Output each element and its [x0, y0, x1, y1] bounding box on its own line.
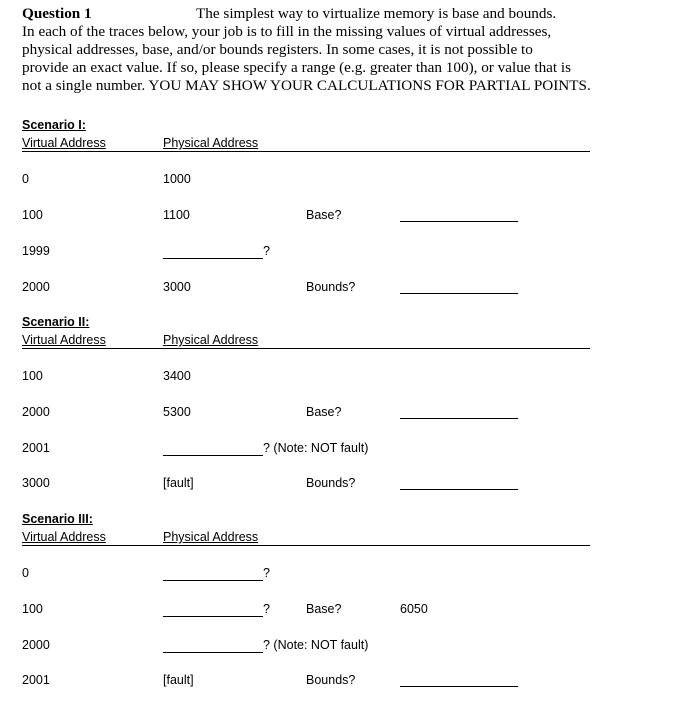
- scenario-3-physical-header: Physical Address: [163, 530, 259, 544]
- scenario-2-row-3-physical-blank[interactable]: [163, 455, 263, 456]
- scenario-1-row-3-physical-suffix: ?: [263, 244, 270, 258]
- question-subtitle: The simplest way to virtualize memory is base and bounds.: [196, 5, 557, 22]
- scenario-2-virtual-header: Virtual Address: [22, 333, 106, 347]
- scenario-2-row-2-physical: 5300: [163, 405, 191, 419]
- question-text-line-5: not a single number. YOU MAY SHOW YOUR CALCULATIONS FOR PARTIAL POINTS.: [22, 77, 591, 94]
- scenario-1-row-4-virtual: 2000: [22, 280, 50, 294]
- scenario-2-bounds-label: Bounds?: [306, 476, 356, 490]
- scenario-3-header-rule: [22, 545, 590, 546]
- scenario-1-row-3-physical-blank[interactable]: [163, 258, 263, 259]
- scenario-3-row-2-virtual: 100: [22, 602, 43, 616]
- scenario-2-physical-header: Physical Address: [163, 333, 259, 347]
- scenario-1-title: Scenario I:: [22, 118, 86, 132]
- question-title: Question 1: [22, 5, 92, 22]
- scenario-3-row-4-physical: [fault]: [163, 673, 194, 687]
- scenario-2-row-3-physical-suffix: ? (Note: NOT fault): [263, 441, 369, 455]
- scenario-3-bounds-answer-blank[interactable]: [400, 686, 518, 687]
- scenario-3-row-1-virtual: 0: [22, 566, 29, 580]
- scenario-1-row-1-physical: 1000: [163, 172, 191, 186]
- scenario-3-row-3-virtual: 2000: [22, 638, 50, 652]
- scenario-3-bounds-label: Bounds?: [306, 673, 356, 687]
- scenario-1-base-answer-blank[interactable]: [400, 221, 518, 222]
- scenario-1-row-3-virtual: 1999: [22, 244, 50, 258]
- scenario-3-title: Scenario III:: [22, 512, 93, 526]
- scenario-1-physical-header: Physical Address: [163, 136, 259, 150]
- scenario-2-row-1-physical: 3400: [163, 369, 191, 383]
- scenario-3-row-2-physical-suffix: ?: [263, 602, 270, 616]
- scenario-1-virtual-header: Virtual Address: [22, 136, 106, 150]
- scenario-1-row-2-physical: 1100: [163, 208, 190, 222]
- scenario-3-row-3-physical-blank[interactable]: [163, 652, 263, 653]
- scenario-2-row-1-virtual: 100: [22, 369, 43, 383]
- scenario-2-title: Scenario II:: [22, 315, 90, 329]
- scenario-2-row-3-virtual: 2001: [22, 441, 50, 455]
- scenario-3-row-3-physical-suffix: ? (Note: NOT fault): [263, 638, 369, 652]
- scenario-3-row-1-physical-suffix: ?: [263, 566, 270, 580]
- scenario-1-row-1-virtual: 0: [22, 172, 29, 186]
- scenario-3-row-1-physical-blank[interactable]: [163, 580, 263, 581]
- scenario-2-bounds-answer-blank[interactable]: [400, 489, 518, 490]
- scenario-2-row-4-physical: [fault]: [163, 476, 194, 490]
- scenario-1-base-label: Base?: [306, 208, 342, 222]
- question-text-line-3: physical addresses, base, and/or bounds registers. In some cases, it is not possible to: [22, 41, 533, 58]
- scenario-3-base-value: 6050: [400, 602, 428, 616]
- scenario-1-header-rule: [22, 151, 590, 152]
- question-text-line-4: provide an exact value. If so, please specify a range (e.g. greater than 100), or value that is: [22, 59, 572, 76]
- scenario-1-bounds-label: Bounds?: [306, 280, 356, 294]
- question-text-line-2: In each of the traces below, your job is to fill in the missing values of virtual addresses,: [22, 23, 552, 40]
- scenario-1-row-4-physical: 3000: [163, 280, 191, 294]
- scenario-3-row-4-virtual: 2001: [22, 673, 50, 687]
- scenario-2-row-2-virtual: 2000: [22, 405, 50, 419]
- scenario-3-base-label: Base?: [306, 602, 342, 616]
- scenario-2-row-4-virtual: 3000: [22, 476, 50, 490]
- scenario-2-base-label: Base?: [306, 405, 342, 419]
- scenario-3-row-2-physical-blank[interactable]: [163, 616, 263, 617]
- scenario-2-header-rule: [22, 348, 590, 349]
- scenario-1-row-2-virtual: 100: [22, 208, 43, 222]
- scenario-3-virtual-header: Virtual Address: [22, 530, 106, 544]
- scenario-1-bounds-answer-blank[interactable]: [400, 293, 518, 294]
- scenario-2-base-answer-blank[interactable]: [400, 418, 518, 419]
